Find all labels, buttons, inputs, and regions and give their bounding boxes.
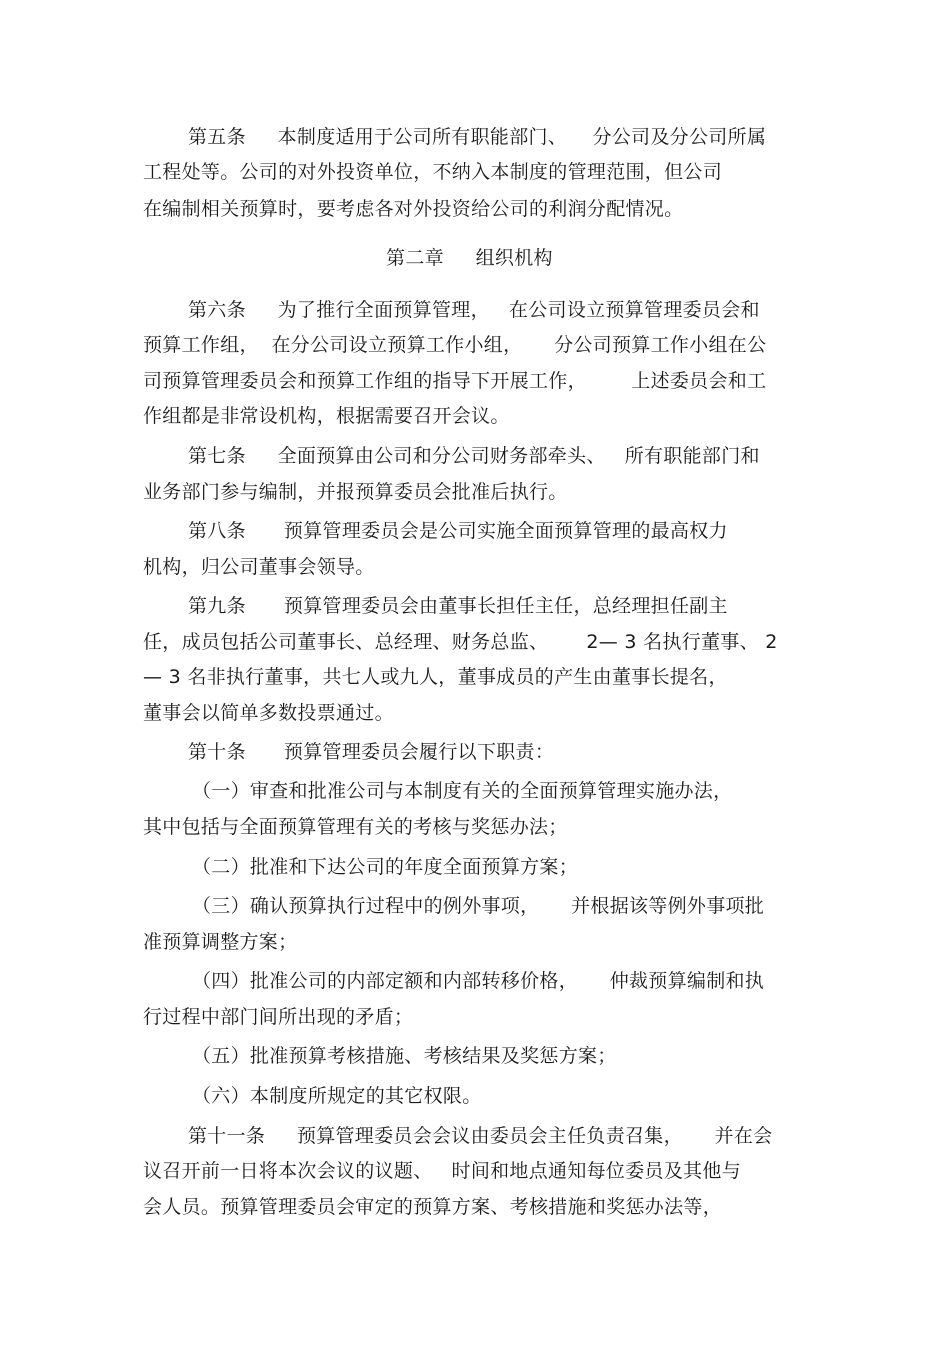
article-5-line-2: 工程处等。公司的对外投资单位，不纳入本制度的管理范围，但公司 [143,161,723,183]
article-11-line-1: 第十一条 预算管理委员会会议由委员会主任负责召集， 并在会 [188,1125,773,1147]
article-6-line-4: 作组都是非常设机构，根据需要召开会议。 [143,405,510,427]
item-3-line-1: （三）确认预算执行过程中的例外事项， 并根据该等例外事项批 [192,895,765,917]
article-9-line-2: 任，成员包括公司董事长、总经理、财务总监、 2— 3 名执行董事、 2 [143,631,778,653]
article-11-line-3: 会人员。预算管理委员会审定的预算方案、考核措施和奖惩办法等， [143,1196,723,1218]
article-10-line-1: 第十条 预算管理委员会履行以下职责： [188,741,555,763]
article-11-line-2: 议召开前一日将本次会议的议题、 时间和地点通知每位委员及其他与 [143,1160,742,1182]
article-7-line-2: 业务部门参与编制，并报预算委员会批准后执行。 [143,481,568,503]
item-1-line-1: （一）审查和批准公司与本制度有关的全面预算管理实施办法， [192,780,733,802]
article-5-line-1: 第五条 本制度适用于公司所有职能部门、 分公司及分公司所属 [188,126,767,148]
item-1-line-2: 其中包括与全面预算管理有关的考核与奖惩办法； [143,816,568,838]
item-5-line-1: （五）批准预算考核措施、考核结果及奖惩方案； [192,1045,617,1067]
article-9-line-4: 董事会以简单多数投票通过。 [143,702,394,724]
article-6-line-2: 预算工作组， 在分公司设立预算工作小组， 分公司预算工作小组在公 [143,334,767,356]
article-7-line-1: 第七条 全面预算由公司和分公司财务部牵头、 所有职能部门和 [188,445,760,467]
article-6-line-3: 司预算管理委员会和预算工作组的指导下开展工作， 上述委员会和工 [143,370,767,392]
article-9-line-3: — 3 名非执行董事，共七人或九人，董事成员的产生由董事长提名， [143,666,728,688]
chapter-heading: 第二章 组织机构 [386,247,553,269]
article-5-line-3: 在编制相关预算时，要考虑各对外投资给公司的利润分配情况。 [143,198,684,220]
article-8-line-1: 第八条 预算管理委员会是公司实施全面预算管理的最高权力 [188,520,728,542]
article-6-line-1: 第六条 为了推行全面预算管理， 在公司设立预算管理委员会和 [188,299,760,321]
article-8-line-2: 机构，归公司董事会领导。 [143,556,375,578]
item-4-line-1: （四）批准公司的内部定额和内部转移价格， 仲裁预算编制和执 [192,970,765,992]
item-4-line-2: 行过程中部门间所出现的矛盾； [143,1006,414,1028]
item-2-line-1: （二）批准和下达公司的年度全面预算方案； [192,856,579,878]
item-3-line-2: 准预算调整方案； [143,931,298,953]
item-6-line-1: （六）本制度所规定的其它权限。 [192,1085,482,1107]
article-9-line-1: 第九条 预算管理委员会由董事长担任主任，总经理担任副主 [188,595,728,617]
